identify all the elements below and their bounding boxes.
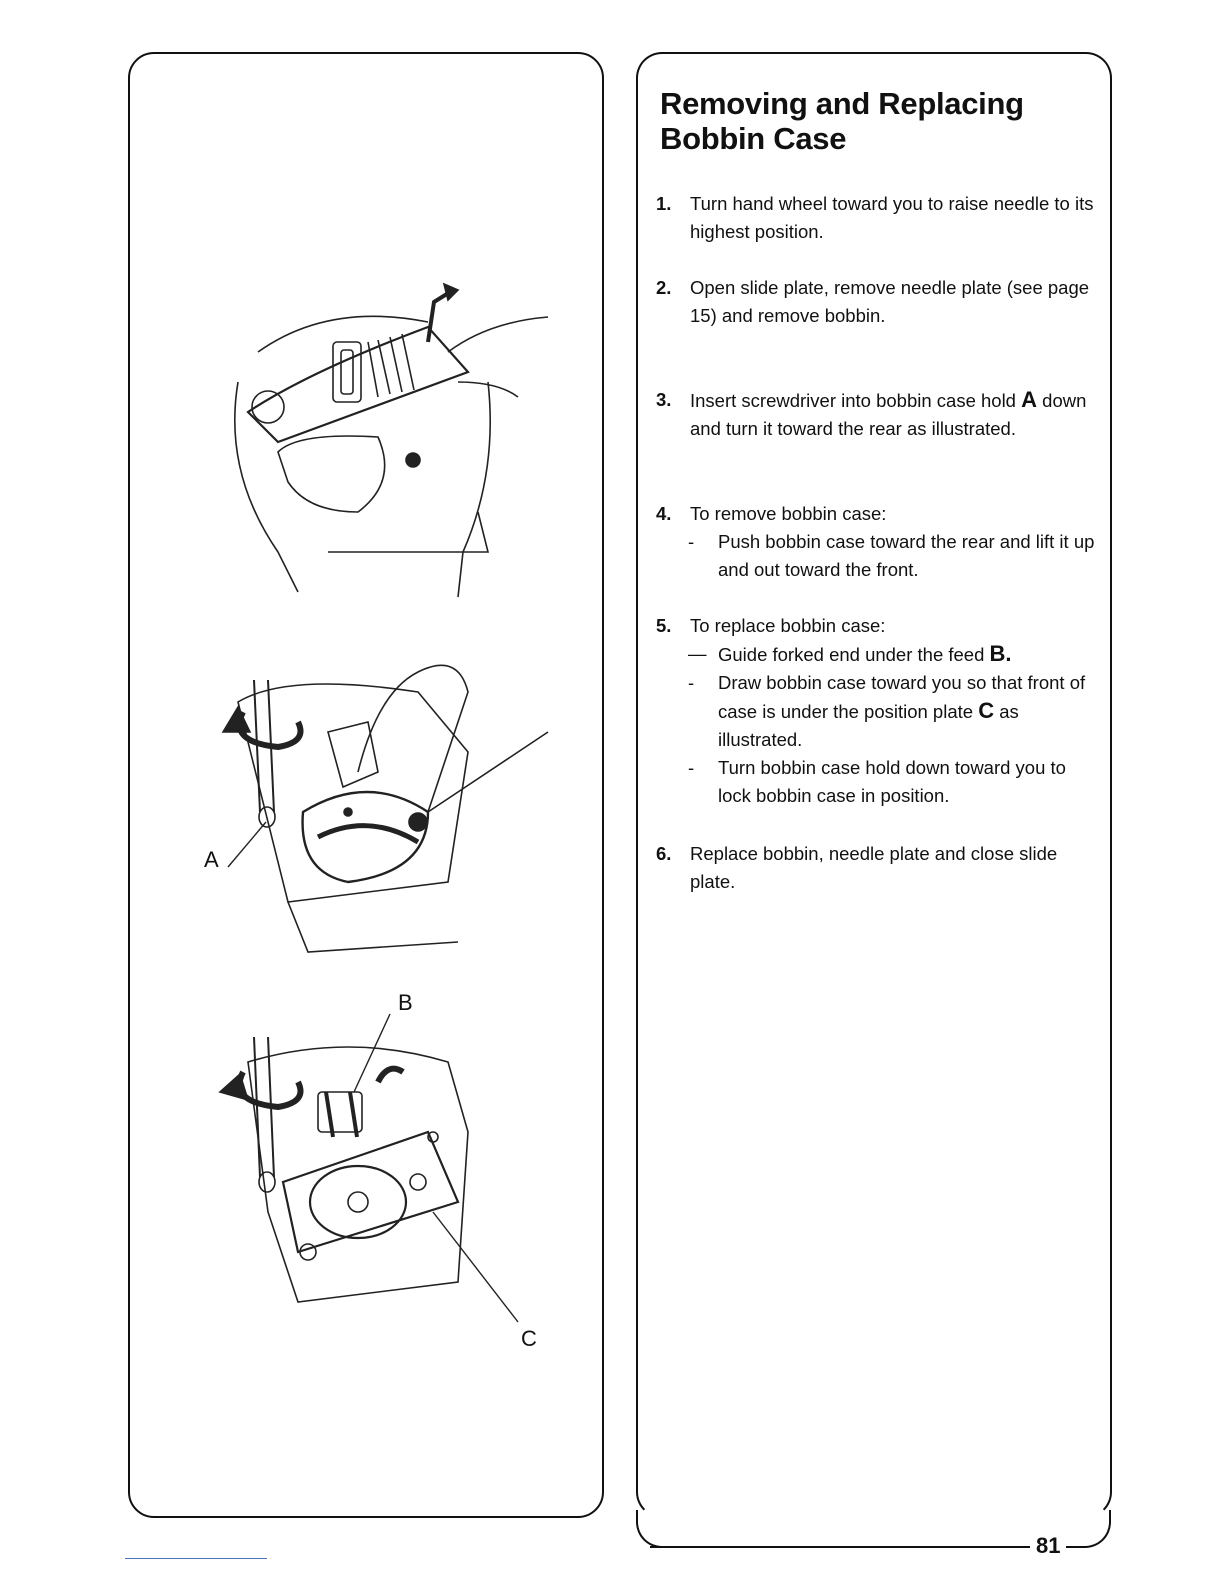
figure-1-needle-plate <box>235 284 548 597</box>
step-text: Open slide plate, remove needle plate (see page 15) and remove bobbin. <box>690 277 1090 326</box>
step-number: 2. <box>656 277 672 298</box>
step-text: To remove bobbin case: <box>690 503 887 524</box>
step-1 <box>656 190 1096 246</box>
sub-text: Push bobbin case toward the rear and lift it up and out toward the front. <box>718 531 1095 580</box>
step-number: 6. <box>656 843 672 864</box>
footer-corner-right <box>1065 1510 1111 1548</box>
figure-label-c: C <box>521 1326 537 1351</box>
figure-2-bobbin-case <box>223 665 548 952</box>
title-line-2: Bobbin Case <box>660 121 847 156</box>
sub-item <box>688 640 1096 669</box>
step-text: Turn hand wheel toward you to raise needle to its highest position. <box>690 193 1094 242</box>
sub-text: Turn bobbin case hold down toward you to lock bobbin case in position. <box>718 757 1066 806</box>
step-text: To replace bobbin case: <box>690 615 886 636</box>
sub-text: Guide forked end under the feed <box>718 644 985 665</box>
sub-marker: - <box>688 531 695 552</box>
link-underline <box>125 1558 267 1559</box>
step-3 <box>656 386 1096 443</box>
sub-marker: - <box>688 757 695 778</box>
label-a: A <box>1021 387 1038 412</box>
figure-label-b: B <box>398 990 413 1015</box>
label-c: C <box>978 698 995 723</box>
step-5 <box>656 612 1096 810</box>
title-line-1: Removing and Replacing <box>660 86 1024 121</box>
sub-marker: - <box>688 672 695 693</box>
step-2 <box>656 274 1096 330</box>
step-number: 3. <box>656 389 672 410</box>
figure-label-a: A <box>204 847 219 872</box>
figure-3-replace-case <box>220 1014 518 1322</box>
step-text: Insert screwdriver into bobbin case hold <box>690 390 1016 411</box>
step-number: 5. <box>656 615 672 636</box>
sub-item <box>688 528 1096 584</box>
step-text: Replace bobbin, needle plate and close slide plate. <box>690 843 1058 892</box>
sub-marker: — <box>688 643 707 664</box>
step-4 <box>656 500 1096 584</box>
label-b: B. <box>989 641 1012 666</box>
footer-rule <box>650 1546 1035 1548</box>
step-text-tail: down and turn it toward the rear as illustrated. <box>690 390 1087 439</box>
step-number: 1. <box>656 193 672 214</box>
footer-corner-left <box>636 1510 666 1548</box>
page-title <box>660 86 1090 156</box>
step-6 <box>656 840 1096 896</box>
page-number: 81 <box>1030 1533 1066 1559</box>
sub-text: Draw bobbin case toward you so that front of case is under the position plate <box>718 672 1086 722</box>
sub-item <box>688 669 1096 754</box>
sub-item <box>688 754 1096 810</box>
step-number: 4. <box>656 503 672 524</box>
illustrations <box>128 52 604 1518</box>
sub-text-tail: as illustrated. <box>718 701 1019 750</box>
